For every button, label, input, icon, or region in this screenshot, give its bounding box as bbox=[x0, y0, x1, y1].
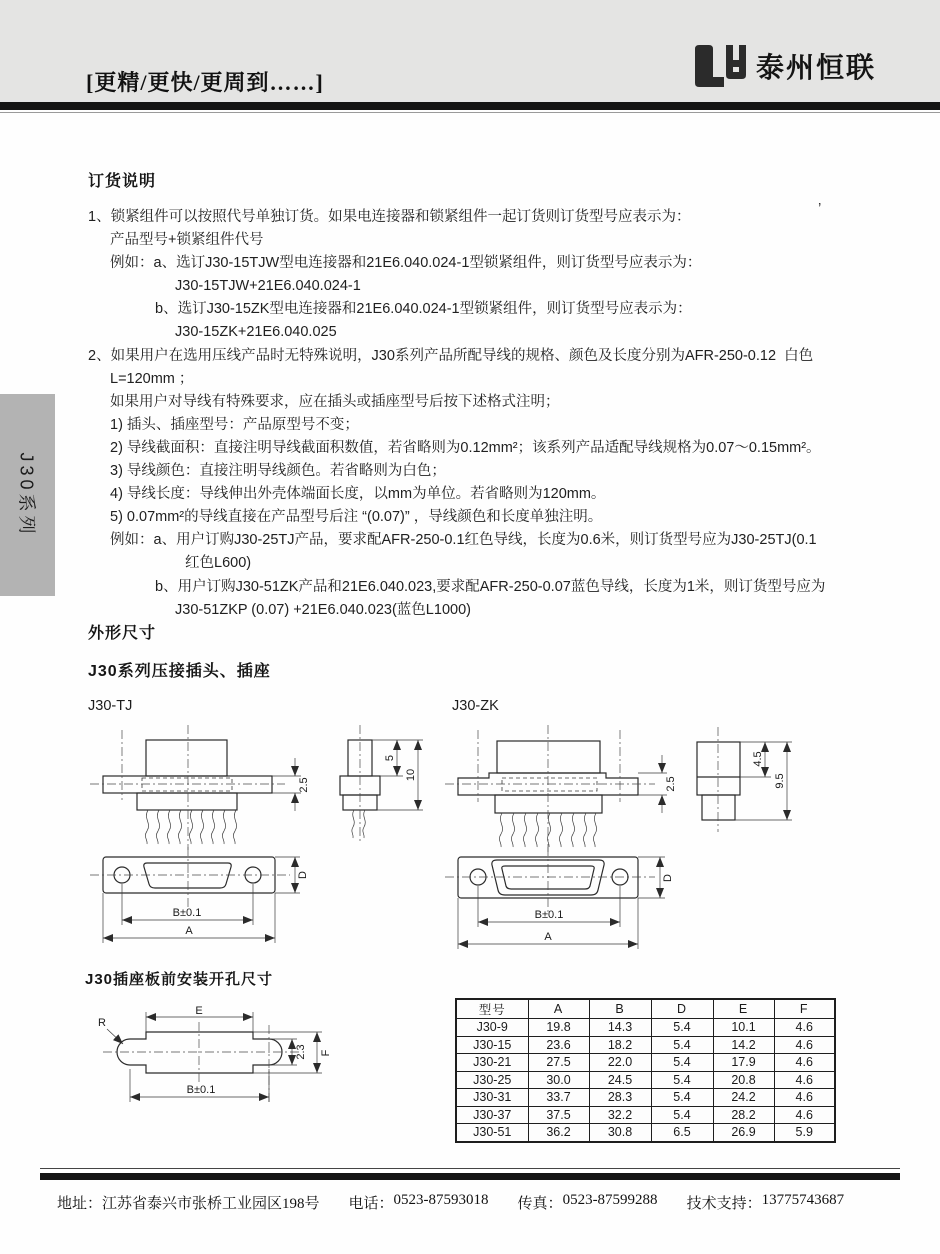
footer-contact bbox=[57, 1192, 917, 1213]
ordering-line: 1) 插头、插座型号：产品原型号不变； bbox=[110, 416, 359, 433]
footer-item bbox=[518, 1192, 658, 1213]
zk-side-dim-95: 9.5 bbox=[774, 773, 786, 789]
dim-table-head bbox=[456, 999, 835, 1019]
tj-drawing-label: J30-TJ bbox=[88, 698, 133, 714]
footer-rule-thick bbox=[40, 1173, 900, 1180]
ordering-title: 订货说明 bbox=[88, 173, 157, 190]
tj-side-dim-10: 10 bbox=[405, 768, 417, 782]
dim-table-cell: 5.4 bbox=[651, 1036, 713, 1054]
outline-title: 外形尺寸 bbox=[88, 625, 157, 642]
dim-table-header-cell: B bbox=[589, 999, 651, 1019]
table-row bbox=[456, 1071, 835, 1089]
dim-table-cell: 4.6 bbox=[774, 1036, 835, 1054]
dim-table-cell: 20.8 bbox=[713, 1071, 774, 1089]
ordering-line: b、选订J30-15ZK型电连接器和21E6.040.024-1型锁紧组件，则订货型号应表示为： bbox=[155, 301, 692, 318]
series-side-tab bbox=[0, 394, 55, 596]
table-row bbox=[456, 1036, 835, 1054]
ordering-line: J30-15TJW+21E6.040.024-1 bbox=[175, 278, 361, 295]
dim-table-cell: 28.2 bbox=[713, 1106, 774, 1124]
dim-table-cell: 5.4 bbox=[651, 1106, 713, 1124]
footer-item bbox=[687, 1192, 845, 1213]
dim-table-cell: 6.5 bbox=[651, 1124, 713, 1142]
cutout-dim-r: R bbox=[98, 1017, 106, 1029]
dim-table-cell: 4.6 bbox=[774, 1054, 835, 1072]
dim-table-cell: 5.4 bbox=[651, 1071, 713, 1089]
zk-dim-b: B±0.1 bbox=[534, 909, 564, 921]
dim-table-cell: J30-51 bbox=[456, 1124, 528, 1142]
footer-item-value: 江苏省泰兴市张桥工业园区198号 bbox=[102, 1196, 320, 1212]
tj-dim-a: A bbox=[185, 925, 193, 937]
zk-dim-d: D bbox=[662, 874, 674, 882]
ordering-line: 产品型号+锁紧组件代号 bbox=[110, 232, 264, 249]
zk-dim-a: A bbox=[544, 931, 552, 943]
cutout-dim-f: F bbox=[320, 1049, 332, 1057]
dim-table-cell: 4.6 bbox=[774, 1071, 835, 1089]
dim-table-cell: 4.6 bbox=[774, 1019, 835, 1037]
dim-table-header-cell: A bbox=[528, 999, 589, 1019]
series-label: J30系列 bbox=[16, 452, 37, 538]
tj-technical-drawing bbox=[85, 722, 435, 957]
table-row bbox=[456, 1106, 835, 1124]
ordering-lines bbox=[88, 206, 928, 622]
brand-name: 泰州恒联 bbox=[756, 52, 877, 83]
ordering-line: J30-15ZK+21E6.040.025 bbox=[175, 324, 337, 341]
ordering-line: b、用户订购J30-51ZK产品和21E6.040.023,要求配AFR-250-0.07蓝色导线，长度为1米，则订货型号应为 bbox=[155, 578, 826, 595]
ordering-line: 5) 0.07mm²的导线直接在产品型号后注 “(0.07)” ，导线颜色和长度单独注明。 bbox=[110, 509, 603, 526]
dim-table-header-cell: D bbox=[651, 999, 713, 1019]
ordering-line: 4) 导线长度：导线伸出外壳体端面长度，以mm为单位。若省略则为120mm。 bbox=[110, 486, 606, 503]
dim-table-cell: 5.4 bbox=[651, 1019, 713, 1037]
page-header bbox=[0, 0, 940, 102]
table-row bbox=[456, 1019, 835, 1037]
dim-table-cell: 26.9 bbox=[713, 1124, 774, 1142]
dim-table-cell: 19.8 bbox=[528, 1019, 589, 1037]
dim-table-cell: J30-9 bbox=[456, 1019, 528, 1037]
footer-item-label: 传真： bbox=[517, 1196, 563, 1212]
header-rule bbox=[0, 102, 940, 110]
zk-technical-drawing bbox=[445, 722, 845, 957]
cutout-drawing bbox=[85, 1005, 385, 1120]
scan-artifact-mark: ’ bbox=[818, 200, 822, 217]
footer-item-value: 0523-87593018 bbox=[393, 1192, 489, 1208]
tj-side-dim-5: 5 bbox=[384, 754, 396, 762]
ordering-line: 例如：a、用户订购J30-25TJ产品，要求配AFR-250-0.1红色导线，长度为0.6米，则订货型号应为J30-25TJ(0.1 bbox=[110, 532, 817, 549]
dim-table-cell: 32.2 bbox=[589, 1106, 651, 1124]
ordering-line: 1、锁紧组件可以按照代号单独订货。如果电连接器和锁紧组件一起订货则订货型号应表示为： bbox=[88, 209, 691, 225]
footer-rule-thin bbox=[40, 1168, 900, 1169]
ordering-line: L=120mm ； bbox=[110, 370, 194, 387]
dim-table-header-cell: E bbox=[713, 999, 774, 1019]
footer-item-label: 技术支持： bbox=[686, 1196, 762, 1212]
dim-table-body bbox=[456, 1019, 835, 1142]
dim-table-cell: 5.9 bbox=[774, 1124, 835, 1142]
footer-item-value: 0523-87599288 bbox=[562, 1192, 658, 1208]
ordering-line: 例如：a、选订J30-15TJW型电连接器和21E6.040.024-1型锁紧组件，则订货型号应表示为： bbox=[110, 255, 702, 272]
dim-table-cell: 24.2 bbox=[713, 1089, 774, 1107]
cutout-title: J30插座板前安装开孔尺寸 bbox=[85, 971, 274, 988]
dim-table-cell: 37.5 bbox=[528, 1106, 589, 1124]
dim-table-cell: 17.9 bbox=[713, 1054, 774, 1072]
dim-table-cell: 10.1 bbox=[713, 1019, 774, 1037]
cutout-dim-slot: 2.3 bbox=[295, 1044, 307, 1060]
dim-table-cell: 33.7 bbox=[528, 1089, 589, 1107]
dim-table-cell: J30-25 bbox=[456, 1071, 528, 1089]
dim-table-cell: 14.3 bbox=[589, 1019, 651, 1037]
zk-flange-dim: 2.5 bbox=[665, 776, 677, 792]
dim-table-cell: 36.2 bbox=[528, 1124, 589, 1142]
ordering-line: 红色L600) bbox=[185, 555, 252, 572]
table-row bbox=[456, 1124, 835, 1142]
dim-table-cell: 5.4 bbox=[651, 1089, 713, 1107]
tj-dim-d: D bbox=[297, 871, 309, 879]
dim-table-cell: 18.2 bbox=[589, 1036, 651, 1054]
ordering-line: J30-51ZKP (0.07) +21E6.040.023(蓝色L1000) bbox=[175, 601, 471, 618]
cutout-dim-e: E bbox=[195, 1005, 203, 1017]
footer-item-value: 13775743687 bbox=[761, 1192, 845, 1208]
dim-table-cell: 28.3 bbox=[589, 1089, 651, 1107]
header-tagline: [更精/更快/更周到……] bbox=[86, 70, 324, 95]
dim-table-cell: 30.8 bbox=[589, 1124, 651, 1142]
dim-table-cell: 23.6 bbox=[528, 1036, 589, 1054]
dim-table-cell: 27.5 bbox=[528, 1054, 589, 1072]
company-logo bbox=[692, 42, 876, 90]
dim-table-cell: 5.4 bbox=[651, 1054, 713, 1072]
ordering-line: 2) 导线截面积：直接注明导线截面积数值，若省略则为0.12mm²；该系列产品适配导线规格为0.07～0.15mm²。 bbox=[110, 439, 821, 456]
dim-table-cell: 4.6 bbox=[774, 1089, 835, 1107]
dim-table-cell: 14.2 bbox=[713, 1036, 774, 1054]
footer-item bbox=[349, 1192, 489, 1213]
lh-monogram-icon bbox=[692, 42, 748, 90]
dim-table-cell: 30.0 bbox=[528, 1071, 589, 1089]
footer-item-label: 地址： bbox=[57, 1196, 103, 1212]
dim-table-cell: 22.0 bbox=[589, 1054, 651, 1072]
zk-drawing-label: J30-ZK bbox=[452, 698, 499, 714]
outline-subtitle: J30系列压接插头、插座 bbox=[88, 663, 271, 680]
table-row bbox=[456, 1054, 835, 1072]
tj-dim-b: B±0.1 bbox=[172, 907, 202, 919]
dim-table-header-cell: F bbox=[774, 999, 835, 1019]
table-row bbox=[456, 1089, 835, 1107]
dim-table-cell: 4.6 bbox=[774, 1106, 835, 1124]
tj-flange-dim: 2.5 bbox=[298, 777, 310, 793]
footer-item bbox=[57, 1192, 320, 1213]
dim-table-cell: 24.5 bbox=[589, 1071, 651, 1089]
dim-table-header-cell: 型号 bbox=[456, 999, 528, 1019]
cutout-dim-b: B±0.1 bbox=[186, 1084, 216, 1096]
zk-side-dim-45: 4.5 bbox=[752, 751, 764, 767]
ordering-line: 2、如果用户在选用压线产品时无特殊说明，J30系列产品所配导线的规格、颜色及长度分别为AFR-250-0.12 白色 bbox=[88, 347, 814, 364]
ordering-line: 3) 导线颜色：直接注明导线颜色。若省略则为白色； bbox=[110, 463, 446, 480]
dim-table-cell: J30-15 bbox=[456, 1036, 528, 1054]
footer-item-label: 电话： bbox=[348, 1196, 394, 1212]
dim-table-cell: J30-21 bbox=[456, 1054, 528, 1072]
ordering-line: 如果用户对导线有特殊要求，应在插头或插座型号后按下述格式注明； bbox=[110, 393, 560, 410]
dim-table-cell: J30-31 bbox=[456, 1089, 528, 1107]
dim-table-cell: J30-37 bbox=[456, 1106, 528, 1124]
dim-table bbox=[455, 998, 836, 1143]
header-rule-shadow bbox=[0, 112, 940, 113]
